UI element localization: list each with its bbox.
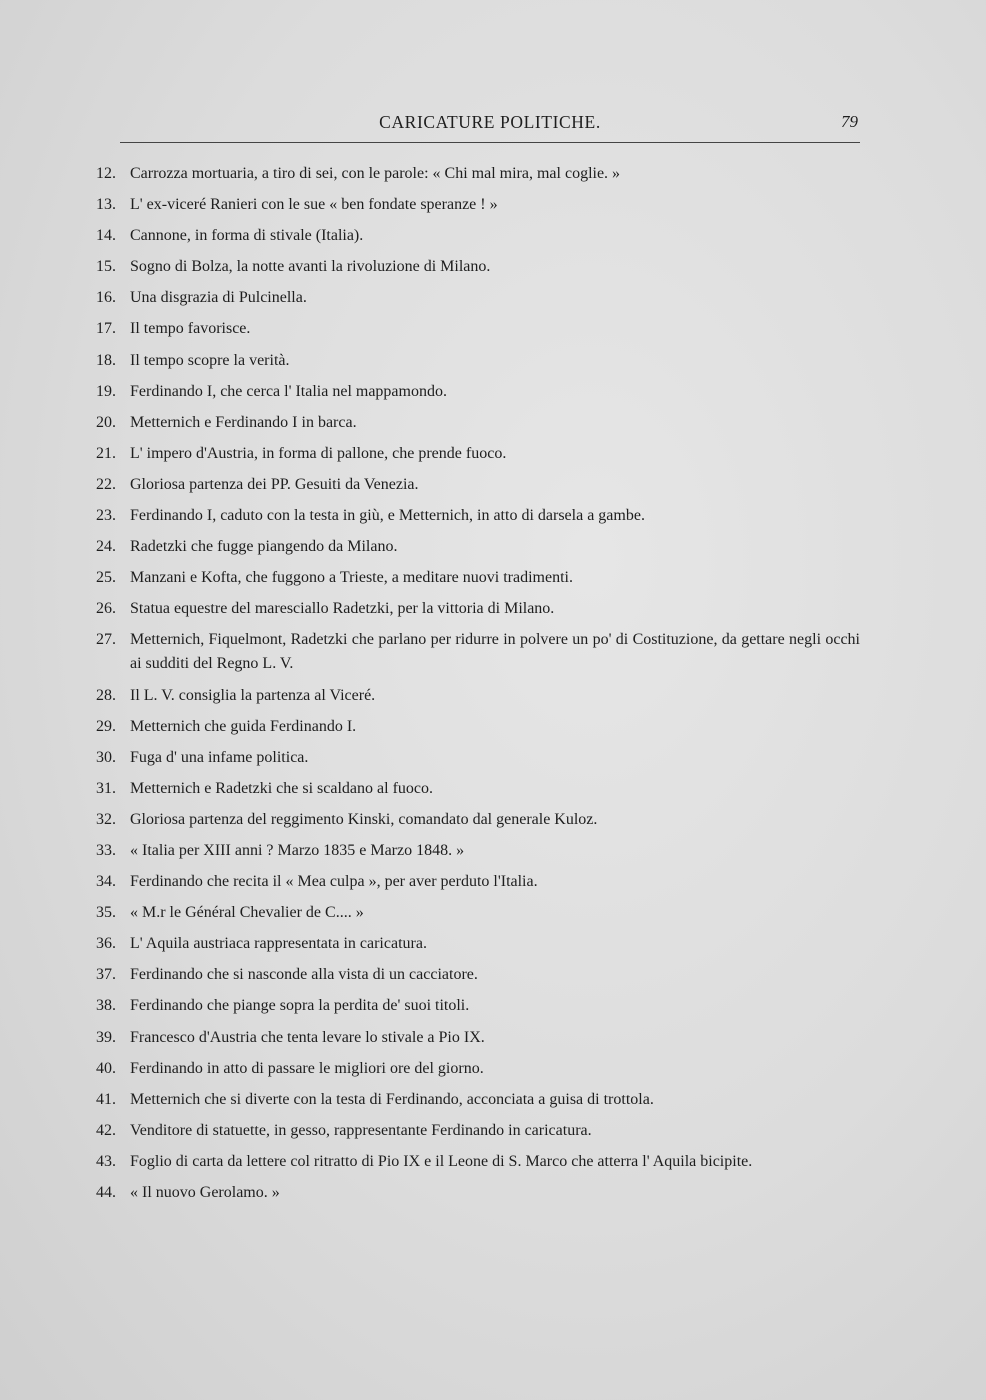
entry-text: Ferdinando che si nasconde alla vista di un cacciatore.: [130, 966, 478, 984]
entry-number: 28.: [96, 686, 116, 704]
entry-number: 26.: [96, 600, 116, 618]
list-item: [96, 963, 860, 987]
entry-text: Ferdinando che piange sopra la perdita de' suoi titoli.: [130, 997, 470, 1015]
list-item: [96, 1181, 860, 1205]
list-item: [96, 932, 860, 956]
entry-text: Foglio di carta da lettere col ritratto di Pio IX e il Leone di S. Marco che atterra l' Aquila bicipite.: [130, 1152, 753, 1170]
entry-text: L' impero d'Austria, in forma di pallone, che prende fuoco.: [130, 444, 507, 462]
list-item: [96, 777, 860, 801]
entry-number: 21.: [96, 444, 116, 462]
list-item: [96, 1150, 860, 1174]
entry-text: L' ex-viceré Ranieri con le sue « ben fondate speranze ! »: [130, 196, 498, 214]
entry-number: 39.: [96, 1028, 116, 1046]
entry-number: 27.: [96, 631, 116, 649]
header-rule: [120, 142, 860, 143]
entry-number: 40.: [96, 1059, 116, 1077]
entry-number: 24.: [96, 538, 116, 556]
entry-text: Manzani e Kofta, che fuggono a Trieste, a meditare nuovi tradimenti.: [130, 569, 573, 587]
list-item: [96, 349, 860, 373]
list-item: [96, 442, 860, 466]
running-header: [120, 108, 860, 136]
entry-text: « M.r le Général Chevalier de C.... »: [130, 904, 364, 922]
list-item: [96, 162, 860, 186]
entry-number: 44.: [96, 1184, 116, 1201]
list-item: [96, 317, 860, 341]
entry-text: Radetzki che fugge piangendo da Milano.: [130, 538, 398, 556]
entry-text: Metternich e Radetzki che si scaldano al fuoco.: [130, 779, 433, 797]
list-item: [96, 715, 860, 739]
entry-text: L' Aquila austriaca rappresentata in caricatura.: [130, 935, 427, 953]
entry-text: Gloriosa partenza del reggimento Kinski, comandato dal generale Kuloz.: [130, 810, 598, 828]
list-item: [96, 473, 860, 497]
entry-number: 34.: [96, 873, 116, 891]
entry-text: Cannone, in forma di stivale (Italia).: [130, 227, 364, 245]
entry-text: Ferdinando I, che cerca l' Italia nel mappamondo.: [130, 382, 447, 400]
list-item: [96, 504, 860, 528]
entry-text: Il tempo favorisce.: [130, 320, 251, 338]
entry-number: 33.: [96, 841, 116, 859]
entry-text: Metternich che guida Ferdinando I.: [130, 717, 357, 735]
list-item: [96, 1026, 860, 1050]
entry-text: Venditore di statuette, in gesso, rappresentante Ferdinando in caricatura.: [130, 1121, 592, 1139]
entry-text: Ferdinando in atto di passare le migliori ore del giorno.: [130, 1059, 484, 1077]
entry-number: 38.: [96, 997, 116, 1015]
entry-text: Carrozza mortuaria, a tiro di sei, con le parole: « Chi mal mira, mal coglie. »: [130, 165, 621, 182]
list-item: [96, 411, 860, 435]
entry-list: [96, 162, 860, 1212]
list-item: [96, 1119, 860, 1143]
list-item: [96, 224, 860, 248]
entry-text: Il L. V. consiglia la partenza al Viceré.: [130, 686, 376, 704]
list-item: [96, 255, 860, 279]
entry-number: 31.: [96, 779, 116, 797]
entry-number: 23.: [96, 507, 116, 525]
entry-text: Ferdinando che recita il « Mea culpa », per aver perduto l'Italia.: [130, 873, 538, 891]
entry-text: Ferdinando I, caduto con la testa in giù, e Metternich, in atto di darsela a gambe.: [130, 507, 645, 525]
page-number: 79: [841, 112, 858, 131]
list-item: [96, 1088, 860, 1112]
entry-text: Una disgrazia di Pulcinella.: [130, 289, 307, 307]
list-item: [96, 193, 860, 217]
entry-number: 30.: [96, 748, 116, 766]
entry-number: 35.: [96, 904, 116, 922]
entry-text: « Italia per XIII anni ? Marzo 1835 e Marzo 1848. »: [130, 841, 465, 859]
entry-number: 16.: [96, 289, 116, 307]
entry-number: 12.: [96, 165, 116, 182]
entry-number: 19.: [96, 382, 116, 400]
entry-text: Metternich e Ferdinando I in barca.: [130, 413, 357, 431]
list-item: [96, 535, 860, 559]
list-item: [96, 994, 860, 1018]
entry-number: 14.: [96, 227, 116, 245]
list-item: [96, 901, 860, 925]
list-item: [96, 684, 860, 708]
list-item: [96, 286, 860, 310]
entry-number: 13.: [96, 196, 116, 214]
entry-number: 37.: [96, 966, 116, 984]
entry-number: 43.: [96, 1152, 116, 1170]
entry-number: 25.: [96, 569, 116, 587]
entry-text: Il tempo scopre la verità.: [130, 351, 290, 369]
page-title: CARICATURE POLITICHE.: [379, 112, 601, 132]
entry-number: 29.: [96, 717, 116, 735]
entry-text: Francesco d'Austria che tenta levare lo stivale a Pio IX.: [130, 1028, 485, 1046]
entry-number: 41.: [96, 1090, 116, 1108]
entry-number: 36.: [96, 935, 116, 953]
list-item: [96, 566, 860, 590]
entry-text: Statua equestre del maresciallo Radetzki, per la vittoria di Milano.: [130, 600, 555, 618]
list-item: [96, 839, 860, 863]
entry-text: Metternich, Fiquelmont, Radetzki che parlano per ridurre in polvere un po' di Costituzione, da gettare negli occhi ai sudditi del Regno L. V.: [130, 631, 860, 673]
entry-number: 32.: [96, 810, 116, 828]
list-item: [96, 1057, 860, 1081]
entry-number: 18.: [96, 351, 116, 369]
entry-text: Sogno di Bolza, la notte avanti la rivoluzione di Milano.: [130, 258, 491, 276]
entry-text: « Il nuovo Gerolamo. »: [130, 1184, 280, 1201]
list-item: [96, 380, 860, 404]
list-item: [96, 597, 860, 621]
entry-number: 20.: [96, 413, 116, 431]
entry-number: 42.: [96, 1121, 116, 1139]
list-item: [96, 746, 860, 770]
entry-text: Metternich che si diverte con la testa di Ferdinando, acconciata a guisa di trottola.: [130, 1090, 654, 1108]
entry-number: 15.: [96, 258, 116, 276]
list-item: [96, 808, 860, 832]
list-item: [96, 628, 860, 676]
entry-number: 22.: [96, 475, 116, 493]
entry-text: Gloriosa partenza dei PP. Gesuiti da Venezia.: [130, 475, 419, 493]
entry-text: Fuga d' una infame politica.: [130, 748, 309, 766]
list-item: [96, 870, 860, 894]
entry-number: 17.: [96, 320, 116, 338]
